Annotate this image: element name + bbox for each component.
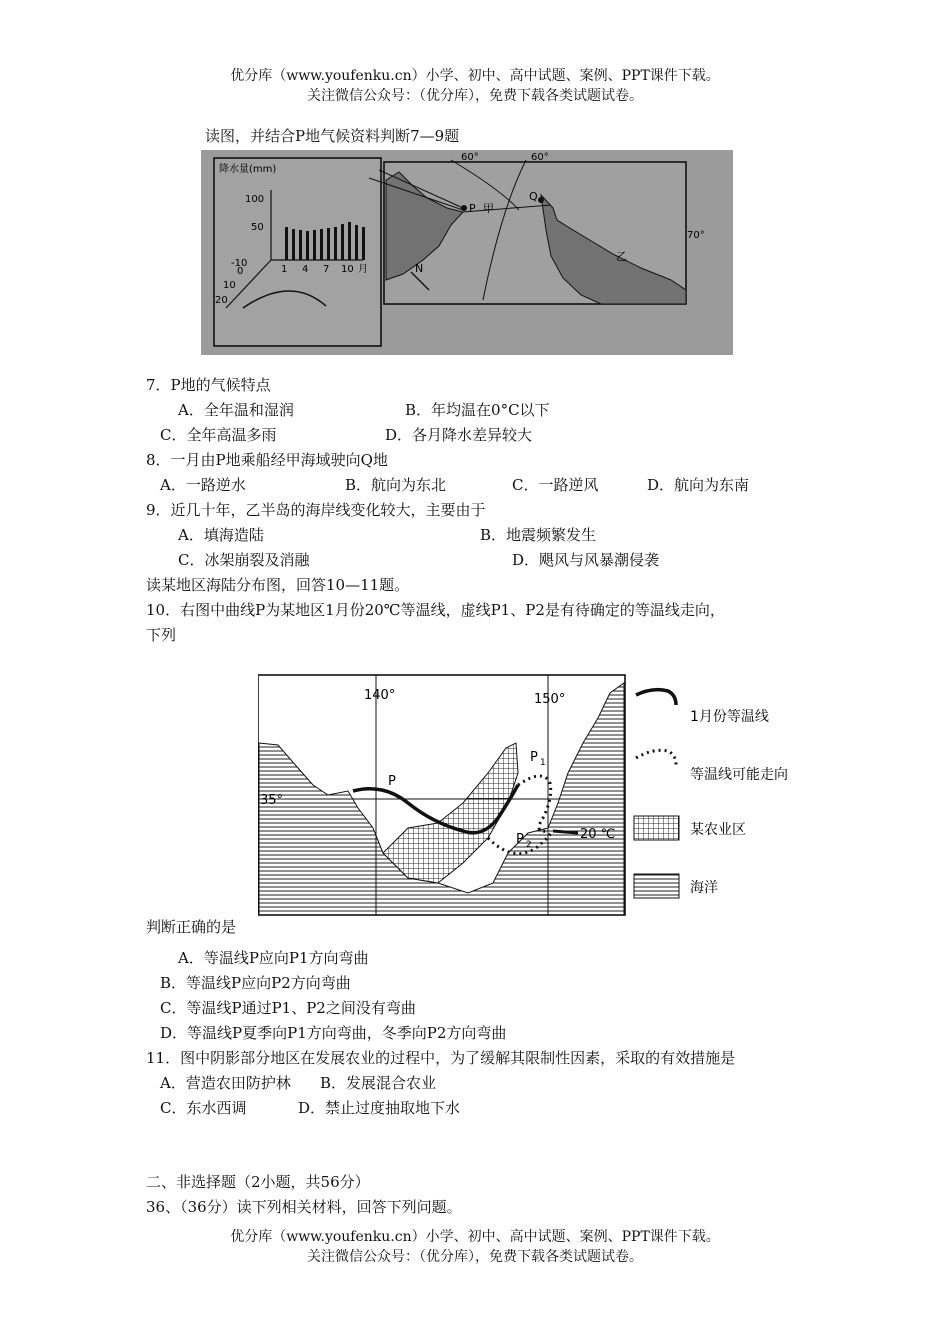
q9-option-b: B．地震频繁发生 xyxy=(480,526,597,544)
q10-stem-line-3: 判断正确的是 xyxy=(146,918,237,936)
lon-150: 150° xyxy=(534,692,566,707)
lon-140: 140° xyxy=(364,688,396,703)
q7-option-a: A．全年温和湿润 xyxy=(178,401,294,419)
legend-isotherm: 1月份等温线 xyxy=(690,709,769,725)
month-7: 7 xyxy=(323,264,330,275)
header-line-1: 优分库（www.youfenku.cn）小学、初中、高中试题、案例、PPT课件下载。 xyxy=(230,68,720,84)
label-jia: 甲 xyxy=(483,202,494,215)
tick-neg10: -10 xyxy=(231,258,248,269)
footer-line-1: 优分库（www.youfenku.cn）小学、初中、高中试题、案例、PPT课件下载。 xyxy=(230,1229,720,1245)
legend-farm: 某农业区 xyxy=(690,822,746,838)
month-4: 4 xyxy=(302,264,309,275)
q8-option-a: A．一路逆水 xyxy=(160,476,246,494)
tick-0: 0 xyxy=(237,266,244,277)
label-q: Q xyxy=(529,190,538,203)
footer-line-2: 关注微信公众号：（优分库），免费下载各类试题试卷。 xyxy=(307,1249,643,1265)
q10-option-b: B．等温线P应向P2方向弯曲 xyxy=(160,974,351,992)
p2-subscript: 2 xyxy=(526,840,532,850)
month-1: 1 xyxy=(281,264,288,275)
intro-7-9: 读图，并结合P地气候资料判断7—9题 xyxy=(205,127,460,145)
month-10: 10 xyxy=(341,264,354,275)
isotherm-label-p1: P xyxy=(530,750,538,765)
legend-farm-symbol xyxy=(634,816,679,840)
q10-stem-line-1: 10．右图中曲线P为某地区1月份20℃等温线，虚线P1、P2是有待确定的等温线走向， xyxy=(146,601,725,619)
q7-option-c: C．全年高温多雨 xyxy=(160,426,277,444)
lat-35: 35° xyxy=(260,793,284,808)
q10-option-a: A．等温线P应向P1方向弯曲 xyxy=(178,949,369,967)
q7-option-d: D．各月降水差异较大 xyxy=(385,426,533,444)
q8-option-b: B．航向为东北 xyxy=(345,476,447,494)
isotherm-value: 20 ℃ xyxy=(580,827,616,842)
section-2-title: 二、非选择题（2小题，共56分） xyxy=(146,1173,370,1191)
tick-10: 10 xyxy=(223,280,236,291)
q10-stem-line-2: 下列 xyxy=(146,626,177,644)
q8-option-d: D．航向为东南 xyxy=(647,476,750,494)
q11-option-a: A．营造农田防护林 xyxy=(160,1074,291,1092)
lat-70: 70° xyxy=(687,230,705,241)
label-yi: 乙 xyxy=(616,250,627,263)
q9-option-c: C．冰架崩裂及消融 xyxy=(178,551,310,569)
intro-10-11: 读某地区海陆分布图，回答10—11题。 xyxy=(146,576,410,594)
legend-possible-route: 等温线可能走向 xyxy=(690,767,788,783)
q11-option-c: C．东水西调 xyxy=(160,1099,247,1117)
q8-option-c: C．一路逆风 xyxy=(512,476,599,494)
q11-stem: 11．图中阴影部分地区在发展农业的过程中，为了缓解其限制性因素，采取的有效措施是 xyxy=(146,1049,736,1067)
tick-100: 100 xyxy=(245,194,265,205)
tick-50: 50 xyxy=(251,222,264,233)
label-p: P xyxy=(469,202,476,215)
isotherm-label-p2: P xyxy=(516,832,524,847)
q7-option-b: B．年均温在0°C以下 xyxy=(405,401,550,419)
figure-2-isotherm-map xyxy=(258,673,818,918)
figure-1-climate-map xyxy=(201,150,733,355)
lat-60-b: 60° xyxy=(531,152,549,163)
isotherm-label-p: P xyxy=(388,774,396,789)
legend-isotherm-symbol xyxy=(636,690,676,705)
q11-option-d: D．禁止过度抽取地下水 xyxy=(298,1099,461,1117)
q7-stem: 7．P地的气候特点 xyxy=(146,376,271,394)
tick-20: 20 xyxy=(215,295,228,306)
legend-ocean-symbol xyxy=(634,874,679,898)
p1-subscript: 1 xyxy=(540,758,546,768)
north-arrow-label: N xyxy=(415,262,424,275)
q36-stem: 36、（36分）读下列相关材料，回答下列问题。 xyxy=(146,1198,462,1216)
q11-option-b: B．发展混合农业 xyxy=(320,1074,437,1092)
legend-ocean: 海洋 xyxy=(690,880,718,896)
q9-stem: 9．近几十年，乙半岛的海岸线变化较大，主要由于 xyxy=(146,501,486,519)
legend-dashed-symbol xyxy=(636,750,676,765)
q8-stem: 8．一月由P地乘船经甲海域驶向Q地 xyxy=(146,451,388,469)
month-unit: 月 xyxy=(358,264,368,275)
q10-option-c: C．等温线P通过P1、P2之间没有弯曲 xyxy=(160,999,416,1017)
q9-option-a: A．填海造陆 xyxy=(178,526,264,544)
precip-axis-label: 降水量(mm) xyxy=(219,164,277,175)
lat-60-a: 60° xyxy=(461,152,479,163)
q10-option-d: D．等温线P夏季向P1方向弯曲，冬季向P2方向弯曲 xyxy=(160,1024,507,1042)
header-line-2: 关注微信公众号：（优分库），免费下载各类试题试卷。 xyxy=(307,88,643,104)
q9-option-d: D．飓风与风暴潮侵袭 xyxy=(512,551,660,569)
